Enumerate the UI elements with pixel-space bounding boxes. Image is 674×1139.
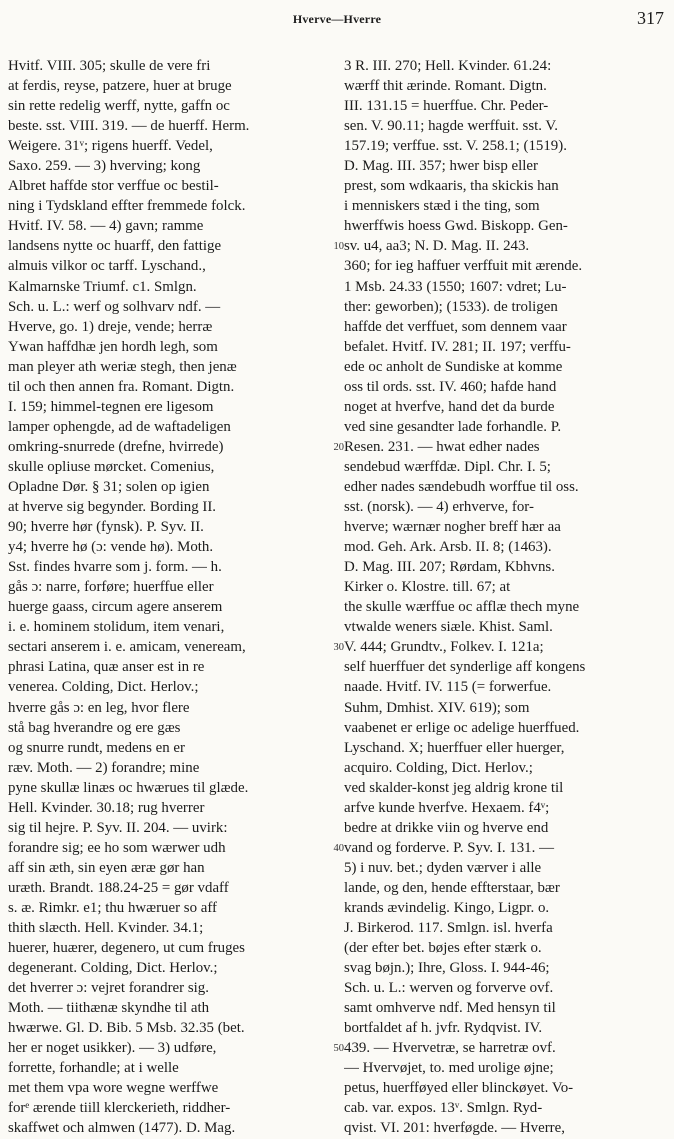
right-column-line: ede oc anholt de Sundiske at komme (344, 358, 563, 375)
running-head: Hverve—Hverre (292, 12, 382, 26)
left-column-line: hwærwe. Gl. D. Bib. 5 Msb. 32.35 (bet. (8, 1020, 245, 1037)
right-column-line: edher nades sændebudh worffue til oss. (344, 478, 579, 495)
margin-line-number: 10 (333, 241, 344, 253)
left-column-line: 90; hverre hør (fynsk). P. Syv. II. (8, 519, 204, 536)
left-column-line: sin rette redelig werff, nytte, gaffn oc (8, 98, 230, 115)
right-column-line: 3 R. III. 270; Hell. Kvinder. 61.24: (344, 58, 552, 74)
left-column-line: Saxo. 259. — 3) hverving; kong (8, 158, 201, 175)
page-number: 317 (637, 8, 664, 28)
right-column-line: the skulle wærffue oc afflæ thech myne (344, 599, 580, 616)
margin-line-number: 40 (333, 842, 344, 854)
left-column-line: at hverve sig begynder. Bording II. (8, 499, 217, 516)
right-column-line: petus, huerfføyed eller blinckøyet. Vo- (344, 1080, 574, 1097)
right-column-line: Sch. u. L.: werven og forverve ovf. (344, 980, 554, 997)
left-column-line: man pleyer ath weriæ stegh, then jenæ (8, 358, 237, 375)
left-column-line: omkring-snurrede (drefne, hvirrede) (8, 438, 224, 455)
right-column-line: J. Birkerod. 117. Smlgn. isl. hverfa (344, 920, 553, 937)
left-column-line: pyne skullæ linæs oc hwærues til glæde. (8, 779, 249, 796)
left-column (8, 56, 328, 1139)
page-header (0, 8, 674, 34)
left-column-line: Hvitf. VIII. 305; skulle de vere fri (8, 58, 211, 74)
left-column-line: met them vpa wore wegne werffwe (8, 1080, 219, 1097)
left-column-line: gås ɔ: narre, forføre; huerffue eller (8, 579, 214, 596)
left-column-line: hverre gås ɔ: en leg, hvor flere (8, 699, 190, 716)
left-column-line: Moth. — tiithænæ skyndhe til ath (8, 1000, 210, 1017)
right-column-line: 1 Msb. 24.33 (1550; 1607: vdret; Lu- (344, 278, 567, 295)
right-column-line: D. Mag. III. 357; hwer bisp eller (344, 158, 538, 175)
right-column-line: 157.19; verffue. sst. V. 258.1; (1519). (344, 138, 567, 155)
left-column-line: Hell. Kvinder. 30.18; rug hverrer (8, 799, 205, 816)
left-column-line: forᵉ ærende tiill klerckerieth, riddher- (8, 1100, 231, 1117)
right-column-line: — Hvervøjet, to. med urolige øjne; (344, 1060, 554, 1077)
right-column-line: self huerffuer det synderlige aff kongens (344, 659, 586, 676)
right-column-line: vtwalde weners siæle. Khist. Saml. (344, 619, 553, 636)
right-column-line: haffde det verffuet, som dennem vaar (344, 318, 567, 335)
right-column-line: cab. var. expos. 13ᵛ. Smlgn. Ryd- (344, 1100, 543, 1117)
right-column-line: 5) i nuv. bet.; dyden værver i alle (344, 859, 542, 876)
left-column-line: Albret haffde stor verffue oc bestil- (8, 178, 219, 195)
left-column-line: Hverve, go. 1) dreje, vende; herræ (8, 318, 213, 335)
left-column-line: almuis vilkor oc tarff. Lyschand., (8, 258, 206, 275)
left-column-line: Opladne Dør. § 31; solen op igien (8, 478, 210, 495)
left-column-line: aff sin æth, sin eyen æræ gør han (8, 859, 205, 876)
right-column-line: bedre at drikke viin og hverve end (344, 819, 549, 836)
right-column-line: i menniskers stæd i the ting, som (344, 198, 540, 215)
left-column-line: I. 159; himmel-tegnen ere ligesom (8, 398, 214, 415)
left-column-line: y4; hverre hø (ɔ: vende hø). Moth. (8, 539, 214, 556)
right-column-line: qvist. VI. 201: hverføgde. — Hverre, (344, 1120, 565, 1137)
right-column-line: noget at hverfve, hand det da burde (344, 398, 555, 415)
right-column-line: mod. Geh. Ark. Arsb. II. 8; (1463). (344, 539, 552, 556)
left-column-line: til och then annen fra. Romant. Digtn. (8, 378, 235, 395)
right-column-line: vaabenet er erlige oc adelige huerffued. (344, 719, 580, 736)
left-column-line: at ferdis, reyse, patzere, huer at bruge (8, 78, 232, 95)
left-column-line: Weigere. 31ᵛ; rigens huerff. Vedel, (8, 138, 213, 155)
left-column-line: stå bag hverandre og ere gæs (8, 719, 181, 736)
right-column-line: sen. V. 90.11; hagde werffuit. sst. V. (344, 118, 558, 135)
line-number-gutter (326, 56, 346, 1116)
right-column-line: naade. Hvitf. IV. 115 (= forwerfue. (344, 679, 552, 696)
left-column-line: venerea. Colding, Dict. Herlov.; (8, 679, 199, 696)
left-column-line: skulle opliuse mørcket. Comenius, (8, 458, 215, 475)
right-column-line: ther: geworben); (1533). de troligen (344, 298, 558, 315)
left-column-line: forrette, forhandle; at i welle (8, 1060, 179, 1077)
right-column-line: svag bøjn.); Ihre, Gloss. I. 944-46; (344, 960, 550, 977)
right-column-line: Resen. 231. — hwat edher nades (344, 438, 540, 455)
right-column-line: vand og forderve. P. Syv. I. 131. — (344, 839, 554, 856)
margin-line-number: 50 (333, 1043, 344, 1055)
right-column-line: oss til ords. sst. IV. 460; hafde hand (344, 378, 557, 395)
right-column-line: acquiro. Colding, Dict. Herlov.; (344, 759, 533, 776)
margin-line-number: 30 (333, 642, 344, 654)
right-column-line: Suhm, Dmhist. XIV. 619); som (344, 699, 530, 716)
right-column-line: ved skalder-konst jeg aldrig krone til (344, 779, 564, 796)
right-column-line: bortfaldet af h. jvfr. Rydqvist. IV. (344, 1020, 543, 1037)
left-column-line: huerge gaass, circum agere anserem (8, 599, 223, 616)
left-column-line: huerer, huærer, degenero, ut cum fruges (8, 940, 245, 957)
right-column-line: krands ævindelig. Kingo, Ligpr. o. (344, 899, 550, 916)
right-column-line: III. 131.15 = huerffue. Chr. Peder- (344, 98, 549, 115)
left-column-line: Hvitf. IV. 58. — 4) gavn; ramme (8, 218, 204, 235)
right-column-line: arfve kunde hverfve. Hexaem. f4ᵛ; (344, 799, 550, 816)
left-column-line: s. æ. Rimkr. e1; thu hwæruer so aff (8, 899, 218, 916)
right-column-line: sendebud wærffdæ. Dipl. Chr. I. 5; (344, 458, 551, 475)
right-column-line: 360; for ieg haffuer verffuit mit ærende. (344, 258, 583, 275)
right-column-line: befalet. Hvitf. IV. 281; II. 197; verffu- (344, 338, 571, 355)
left-column-line: i. e. hominem stolidum, item venari, (8, 619, 225, 636)
left-column-line: phrasi Latina, quæ anser est in re (8, 659, 205, 676)
left-column-line: lamper ophengde, ad de waftadeligen (8, 418, 231, 435)
right-column-line: Lyschand. X; huerffuer eller huerger, (344, 739, 565, 756)
left-column-line: og snurre rundt, medens en er (8, 739, 185, 756)
right-column-line: ved sine gesandter lade forhandle. P. (344, 418, 562, 435)
left-column-line: her er noget usikker). — 3) udføre, (8, 1040, 217, 1057)
left-column-line: uræth. Brandt. 188.24-25 = gør vdaff (8, 879, 229, 896)
right-column-line: 439. — Hvervetræ, se harretræ ovf. (344, 1040, 556, 1057)
left-column-line: Ywan haffdhæ jen hordh legh, som (8, 338, 218, 355)
left-column-line: beste. sst. VIII. 319. — de huerff. Herm. (8, 118, 250, 135)
right-column-line: D. Mag. III. 207; Rørdam, Kbhvns. (344, 559, 555, 576)
left-column-line: Sst. findes hvarre som j. form. — h. (8, 559, 222, 576)
left-column-line: ræv. Moth. — 2) forandre; mine (8, 759, 200, 776)
right-column-line: Kirker o. Klostre. till. 67; at (344, 579, 511, 596)
right-column-line: hverve; wærnær nogher breff hær aa (344, 519, 561, 536)
left-column-line: skaffwet och almwen (1477). D. Mag. (8, 1120, 236, 1137)
left-column-line: sectari anserem i. e. amicam, veneream, (8, 639, 246, 656)
right-column-line: hwerffwis hoess Gwd. Biskopp. Gen- (344, 218, 568, 235)
right-column-line: lande, og den, hende effterstaar, bær (344, 879, 560, 896)
left-column-line: thith slæcth. Hell. Kvinder. 34.1; (8, 920, 204, 937)
right-column-line: sv. u4, aa3; N. D. Mag. II. 243. (344, 238, 530, 255)
right-column (344, 56, 666, 1139)
right-column-line: wærff thit ærinde. Romant. Digtn. (344, 78, 547, 95)
right-column-line: V. 444; Grundtv., Folkev. I. 121a; (344, 639, 544, 656)
left-column-line: landsens nytte oc huarff, den fattige (8, 238, 222, 255)
left-column-line: forandre sig; ee ho som wærwer udh (8, 839, 226, 856)
left-column-line: Kalmarnske Triumf. c1. Smlgn. (8, 278, 197, 295)
margin-line-number: 20 (333, 441, 344, 453)
right-column-line: sst. (norsk). — 4) erhverve, for- (344, 499, 534, 516)
left-column-line: Sch. u. L.: werf og solhvarv ndf. — (8, 298, 221, 315)
right-column-line: (der efter bet. bøjes efter stærk o. (344, 940, 542, 957)
left-column-line: sig til hejre. P. Syv. II. 204. — uvirk: (8, 819, 228, 836)
left-column-line: ning i Tydskland effter fremmede folck. (8, 198, 246, 215)
right-column-line: samt omhverve ndf. Med hensyn til (344, 1000, 556, 1017)
left-column-line: degenerant. Colding, Dict. Herlov.; (8, 960, 218, 977)
right-column-line: prest, som wdkaaris, tha skickis han (344, 178, 559, 195)
left-column-line: det hverrer ɔ: vejret forandrer sig. (8, 980, 209, 997)
